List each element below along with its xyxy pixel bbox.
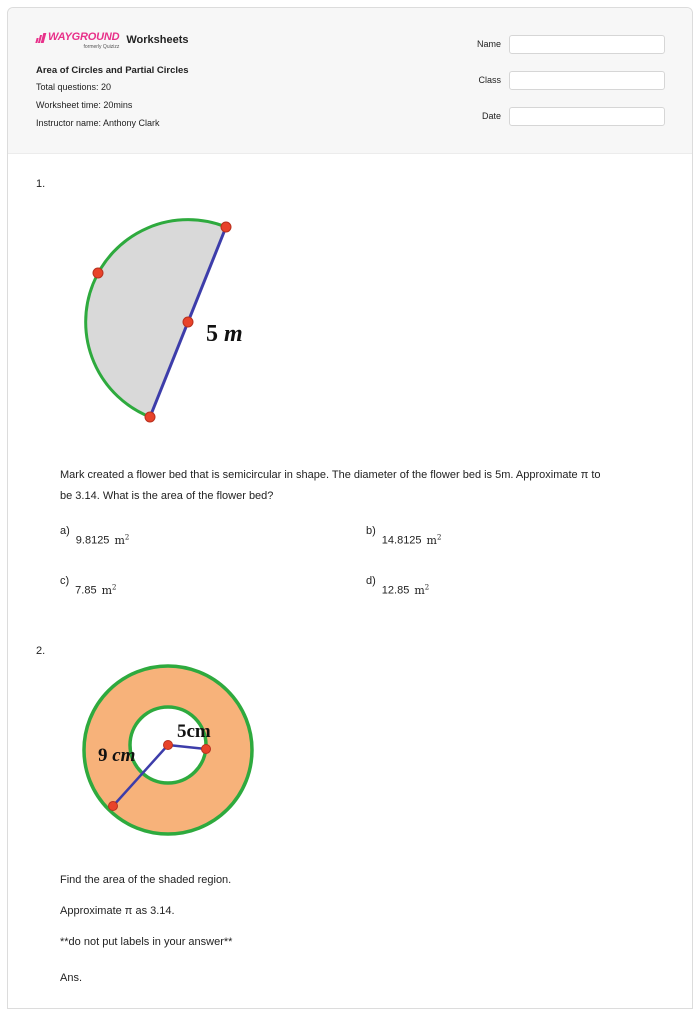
brand-subtitle: formerly Quizizz [83,44,120,50]
brand [36,32,188,50]
option-a[interactable]: a) 9.8125 $m^2$ [60,525,130,547]
date-label: Date [481,111,501,121]
total-questions: Total questions: 20 [36,82,112,92]
question-1-number: 1. [36,178,46,190]
class-label: Class [478,75,501,85]
worksheet-header [8,8,692,154]
worksheet-card [7,7,693,1009]
name-label: Name [476,39,501,49]
option-b[interactable]: b) 14.8125 $m^2$ [366,525,442,547]
option-c[interactable]: c) 7.85 $m^2$ [60,575,117,597]
worksheet-time: Worksheet time: 20mins [36,100,133,110]
name-field[interactable] [509,35,665,54]
worksheet-meta [36,65,189,136]
inner-radius-label: 5cm [177,721,211,742]
brand-name: WAYGROUND [48,31,120,43]
wayground-mark-icon [36,33,46,43]
answer-label: Ans. [60,972,83,984]
question-2-number: 2. [36,645,46,657]
date-field[interactable] [509,107,665,126]
outer-radius-label: 9 cm [98,745,136,766]
instructor-name: Instructor name: Anthony Clark [36,118,160,128]
worksheet-title: Area of Circles and Partial Circles [36,65,189,76]
student-info-form [477,33,665,141]
wayground-logo [36,32,119,50]
option-d[interactable]: d) 12.85 $m^2$ [366,575,430,597]
annulus-figure [78,661,258,841]
diameter-label: 5 m [206,321,243,347]
product-title: Worksheets [126,34,189,46]
question-1-text: Mark created a flower bed that is semicircular in shape. The diameter of the flower bed is 5m. Approximate π to be 3.14. What is the area of the flower bed? [60,469,601,502]
semicircle-figure [78,213,268,428]
question-2-text: Find the area of the shaded region. Approximate π as 3.14. **do not put labels in your answer** Ans. [60,873,660,985]
class-field[interactable] [509,71,665,90]
